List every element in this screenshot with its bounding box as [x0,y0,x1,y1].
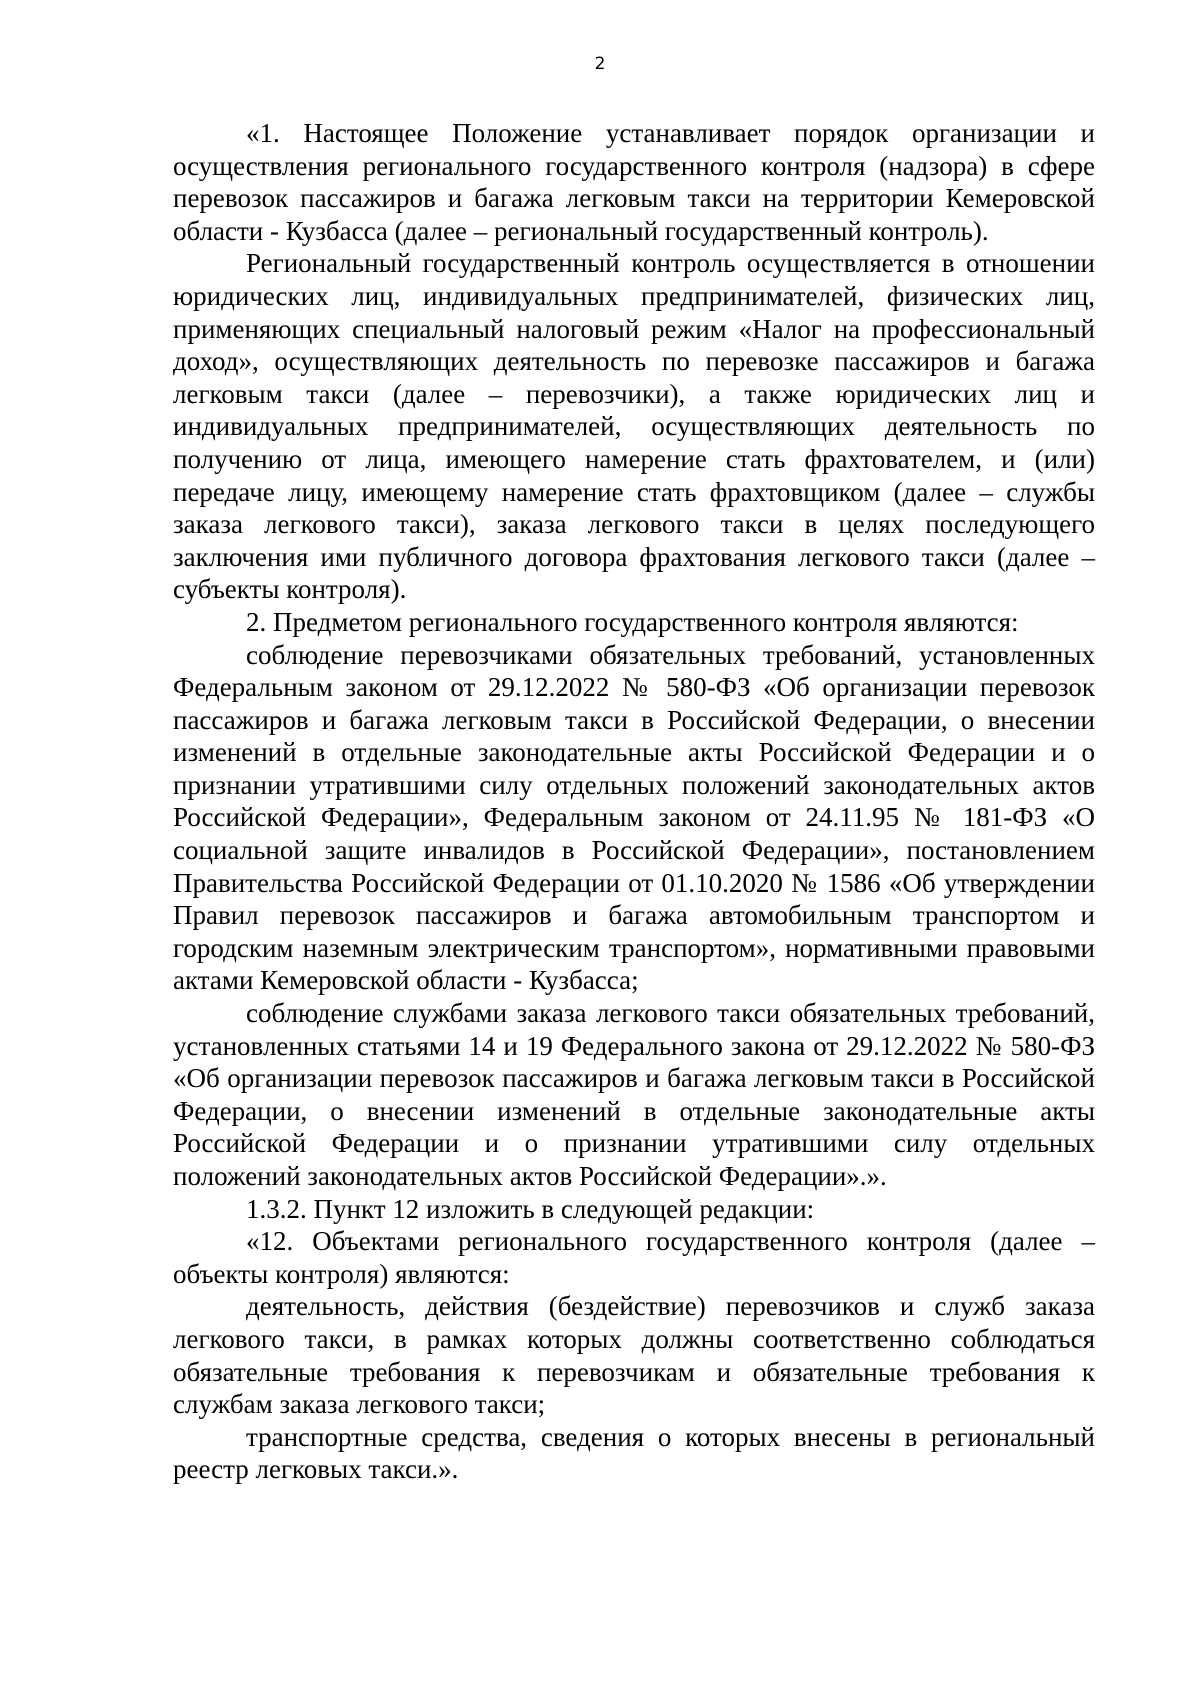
paragraph-1-3-2: 1.3.2. Пункт 12 изложить в следующей редакции: [246,1193,815,1224]
paragraph-12-objects: «12. Объектами регионального государственного контроля (далее – объекты контроля) являются: [173,1226,1095,1289]
page-number: 2 [594,54,606,74]
paragraph-regional-control-subjects: Региональный государственный контроль осуществляется в отношении юридических лиц, индивидуальных предпринимателей, физических лиц, применяющих специальный налоговый режим «Налог на профессиональный доход», осуществляющих деятельность по перевозке пассажиров и багажа легковым такси (далее – перевозчики), а также юридических лиц и индивидуальных предпринимателей, осуществляющих деятельность по получению от лица, имеющего намерение стать фрахтователем, и (или) передаче лицу, имеющему намерение стать фрахтовщиком (далее – службы заказа легкового такси), заказа легкового такси в целях последующего заключения ими публичного договора фрахтования легкового такси (далее – субъекты контроля). [173,248,1095,605]
paragraph-1-1: «1. Настоящее Положение устанавливает порядок организации и осуществления регионального государственного контроля (надзора) в сфере перевозок пассажиров и багажа легковым такси на территории Кемеровской области - Кузбасса (далее – региональный государственный контроль). [173,118,1095,246]
paragraph-activity: деятельность, действия (бездействие) перевозчиков и служб заказа легкового такси, в рамках которых должны соответственно соблюдаться обязательные требования к перевозчикам и обязательные требования к службам заказа легкового такси; [173,1291,1095,1420]
paragraph-carriers-compliance: соблюдение перевозчиками обязательных требований, установленных Федеральным законом от 29.12.2022 № 580-ФЗ «Об организации перевозок пассажиров и багажа легковым такси в Российской Федерации, о внесении изменений в отдельные законодательные акты Российской Федерации и о признании утратившими силу отдельных положений законодательных актов Российской Федерации», Федеральным законом от 24.11.95 № 181-ФЗ «О социальной защите инвалидов в Российской Федерации», постановлением Правительства Российской Федерации от 01.10.2020 № 1586 «Об утверждении Правил перевозок пассажиров и багажа автомобильным транспортом и городским наземным электрическим транспортом», нормативными правовыми актами Кемеровской области - Кузбасса; [173,639,1095,996]
paragraph-vehicles: транспортные средства, сведения о которых внесены в региональный реестр легковых такси.». [173,1421,1095,1485]
document-body [173,117,1095,1486]
paragraph-2-subject: 2. Предметом регионального государственного контроля являются: [246,606,1019,637]
paragraph-taxi-services-compliance: соблюдение службами заказа легкового такси обязательных требований, установленных статьями 14 и 19 Федерального закона от 29.12.2022 № 580-ФЗ «Об организации перевозок пассажиров и багажа легковым такси в Российской Федерации, о внесении изменений в отдельные законодательные акты Российской Федерации и о признании утратившими силу отдельных положений законодательных актов Российской Федерации».». [173,998,1095,1191]
